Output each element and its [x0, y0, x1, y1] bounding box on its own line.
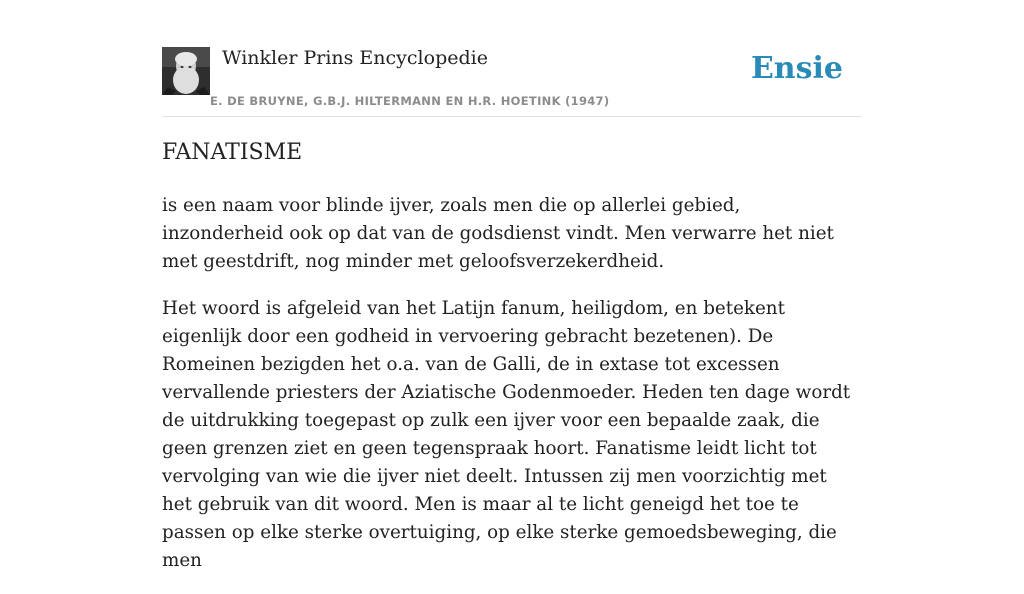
paragraph: Het woord is afgeleid van het Latijn fanum, heiligdom, en betekent eigenlijk door een godheid in vervoering gebracht bezetenen). De Romeinen bezigden het o.a. van de Galli, de in extase tot excessen vervallende priesters der Aziatische Godenmoeder. Heden ten dage wordt de uitdrukking toegepast op zulk een ijver voor een bepaalde zaak, die geen grenzen ziet en geen tegenspraak hoort. Fanatisme leidt licht tot vervolging van wie die ijver niet deelt. Intussen zij men voorzichtig met het gebruik van dit woord. Men is maar al te licht geneigd het toe te passen op elke sterke overtuiging, op elke sterke gemoedsbeweging, die men: [162, 298, 851, 571]
author-avatar: [162, 47, 210, 95]
ensie-logo-link[interactable]: Ensie: [750, 51, 843, 86]
author-portrait-icon: [162, 47, 210, 95]
article-header: [162, 46, 862, 117]
paragraph: is een naam voor blinde ijver, zoals men die op allerlei gebied, inzonderheid ook op dat van de godsdienst vindt. Men verwarre het niet met geestdrift, nog minder met geloofsverzekerdheid.: [162, 195, 834, 272]
publication-title[interactable]: Winkler Prins Encyclopedie: [222, 47, 488, 69]
authors-line: E. DE BRUYNE, G.B.J. HILTERMANN EN H.R. HOETINK (1947): [210, 94, 610, 108]
article-body: [162, 192, 862, 594]
article-title: FANATISME: [162, 140, 303, 165]
